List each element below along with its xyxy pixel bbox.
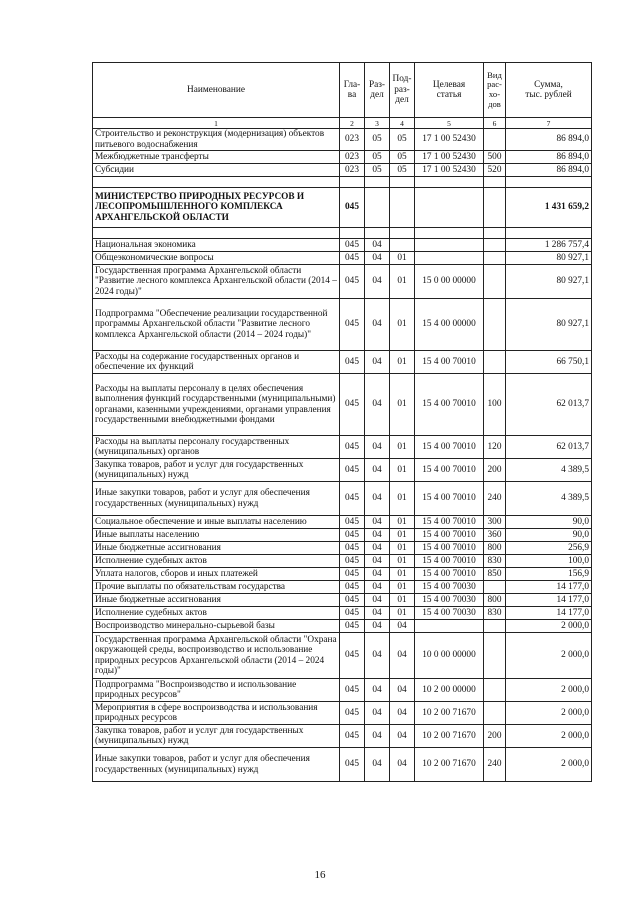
cell-sum: 2 000,0 xyxy=(506,620,592,633)
cell-sum: 2 000,0 xyxy=(506,725,592,748)
cell-target: 15 4 00 70010 xyxy=(415,568,484,581)
cell-sum xyxy=(506,228,592,239)
cell-vid xyxy=(484,620,506,633)
cell-glava: 023 xyxy=(340,129,365,151)
cell-target: 17 1 00 52430 xyxy=(415,164,484,177)
cell-podrazdel xyxy=(390,177,415,188)
cell-glava: 045 xyxy=(340,351,365,374)
cell-glava: 045 xyxy=(340,594,365,607)
cell-sum: 80 927,1 xyxy=(506,265,592,299)
cell-sum: 1 286 757,4 xyxy=(506,239,592,252)
table-row xyxy=(93,594,592,607)
table-row xyxy=(93,188,592,228)
header-name-text: Наименование xyxy=(187,84,245,95)
cell-razdel: 05 xyxy=(365,164,390,177)
cell-name: Государственная программа Архангельской области "Развитие лесного комплекса Архангельской области (2014 – 2024 годы)" xyxy=(93,265,340,299)
table-row xyxy=(93,633,592,679)
table-row xyxy=(93,568,592,581)
cell-razdel: 04 xyxy=(365,239,390,252)
cell-name: Уплата налогов, сборов и иных платежей xyxy=(93,568,340,581)
cell-target: 10 2 00 71670 xyxy=(415,725,484,748)
table-row xyxy=(93,436,592,459)
cell-target: 15 4 00 70010 xyxy=(415,516,484,529)
cell-sum: 2 000,0 xyxy=(506,633,592,679)
table-row xyxy=(93,607,592,620)
cell-glava: 045 xyxy=(340,239,365,252)
cell-target: 15 4 00 70010 xyxy=(415,542,484,555)
cell-podrazdel: 01 xyxy=(390,459,415,482)
cell-razdel: 04 xyxy=(365,299,390,351)
cell-target: 15 4 00 70010 xyxy=(415,436,484,459)
cell-name: Прочие выплаты по обязательствам государства xyxy=(93,581,340,594)
cell-target xyxy=(415,239,484,252)
cell-sum: 66 750,1 xyxy=(506,351,592,374)
cell-razdel: 05 xyxy=(365,151,390,164)
cell-glava: 045 xyxy=(340,725,365,748)
table-row xyxy=(93,542,592,555)
cell-glava: 045 xyxy=(340,516,365,529)
cell-sum: 90,0 xyxy=(506,529,592,542)
cell-vid: 800 xyxy=(484,542,506,555)
cell-vid: 830 xyxy=(484,555,506,568)
cell-podrazdel: 01 xyxy=(390,568,415,581)
cell-razdel: 04 xyxy=(365,542,390,555)
cell-razdel: 04 xyxy=(365,252,390,265)
table-row xyxy=(93,581,592,594)
cell-sum: 100,0 xyxy=(506,555,592,568)
table-body xyxy=(93,129,592,782)
header-sum: Сумма, тыс. рублей xyxy=(506,63,592,118)
cell-vid: 800 xyxy=(484,594,506,607)
cell-glava: 045 xyxy=(340,252,365,265)
table-row xyxy=(93,151,592,164)
cell-podrazdel: 01 xyxy=(390,351,415,374)
table-row xyxy=(93,748,592,782)
cell-sum: 86 894,0 xyxy=(506,164,592,177)
cell-name: Мероприятия в сфере воспроизводства и использования природных ресурсов xyxy=(93,702,340,725)
cell-razdel: 04 xyxy=(365,725,390,748)
cell-sum: 4 389,5 xyxy=(506,459,592,482)
cell-sum: 14 177,0 xyxy=(506,594,592,607)
cell-podrazdel: 01 xyxy=(390,516,415,529)
cell-razdel: 04 xyxy=(365,594,390,607)
cell-name: Субсидии xyxy=(93,164,340,177)
cell-target: 10 2 00 00000 xyxy=(415,679,484,702)
cell-target xyxy=(415,228,484,239)
cell-razdel: 04 xyxy=(365,568,390,581)
cell-vid xyxy=(484,702,506,725)
cell-glava: 045 xyxy=(340,702,365,725)
table-row xyxy=(93,620,592,633)
cell-vid: 200 xyxy=(484,725,506,748)
empty-row xyxy=(93,177,592,188)
table-row xyxy=(93,725,592,748)
cell-vid: 240 xyxy=(484,482,506,516)
cell-razdel: 04 xyxy=(365,436,390,459)
cell-vid xyxy=(484,581,506,594)
cell-podrazdel: 01 xyxy=(390,482,415,516)
cell-glava xyxy=(340,228,365,239)
cell-sum: 80 927,1 xyxy=(506,252,592,265)
cell-glava: 045 xyxy=(340,265,365,299)
header-name xyxy=(93,63,340,118)
cell-name: Подпрограмма "Воспроизводство и использование природных ресурсов" xyxy=(93,679,340,702)
cell-glava: 045 xyxy=(340,607,365,620)
cell-podrazdel: 01 xyxy=(390,436,415,459)
header-glava: Гла- ва xyxy=(340,63,365,118)
table-row xyxy=(93,299,592,351)
table-row xyxy=(93,239,592,252)
header-podrazdel: Под- раз- дел xyxy=(390,63,415,118)
cell-target: 10 2 00 71670 xyxy=(415,702,484,725)
cell-razdel: 04 xyxy=(365,620,390,633)
cell-razdel: 04 xyxy=(365,482,390,516)
cell-podrazdel: 01 xyxy=(390,374,415,436)
cell-target: 15 4 00 70030 xyxy=(415,594,484,607)
cell-razdel: 04 xyxy=(365,529,390,542)
cell-glava: 045 xyxy=(340,436,365,459)
cell-target: 15 4 00 70030 xyxy=(415,607,484,620)
cell-target: 10 0 00 00000 xyxy=(415,633,484,679)
cell-vid: 850 xyxy=(484,568,506,581)
cell-name: Расходы на выплаты персоналу в целях обеспечения выполнения функций государственными (муниципальными) органами, казенными учреждениями, органами управления государственными внебюджетными фондами xyxy=(93,374,340,436)
cell-podrazdel: 01 xyxy=(390,299,415,351)
cell-name: Закупка товаров, работ и услуг для государственных (муниципальных) нужд xyxy=(93,459,340,482)
column-number: 6 xyxy=(484,118,506,129)
cell-vid xyxy=(484,351,506,374)
cell-podrazdel: 01 xyxy=(390,529,415,542)
cell-target: 10 2 00 71670 xyxy=(415,748,484,782)
cell-glava: 045 xyxy=(340,299,365,351)
cell-target: 17 1 00 52430 xyxy=(415,151,484,164)
cell-name: Расходы на выплаты персоналу государственных (муниципальных) органов xyxy=(93,436,340,459)
cell-glava: 045 xyxy=(340,568,365,581)
cell-sum: 80 927,1 xyxy=(506,299,592,351)
cell-glava: 045 xyxy=(340,482,365,516)
cell-vid xyxy=(484,265,506,299)
cell-vid xyxy=(484,299,506,351)
cell-glava: 045 xyxy=(340,679,365,702)
cell-sum: 2 000,0 xyxy=(506,702,592,725)
cell-sum: 90,0 xyxy=(506,516,592,529)
cell-glava: 045 xyxy=(340,529,365,542)
cell-razdel: 04 xyxy=(365,607,390,620)
cell-podrazdel: 01 xyxy=(390,555,415,568)
cell-name: Общеэкономические вопросы xyxy=(93,252,340,265)
cell-podrazdel: 04 xyxy=(390,725,415,748)
cell-vid xyxy=(484,177,506,188)
column-number: 1 xyxy=(93,118,340,129)
cell-vid: 830 xyxy=(484,607,506,620)
cell-podrazdel: 04 xyxy=(390,633,415,679)
cell-vid xyxy=(484,239,506,252)
cell-sum: 156,9 xyxy=(506,568,592,581)
cell-sum: 14 177,0 xyxy=(506,581,592,594)
cell-podrazdel: 01 xyxy=(390,581,415,594)
cell-name: Исполнение судебных актов xyxy=(93,607,340,620)
column-number-row xyxy=(93,118,592,129)
cell-target: 15 0 00 00000 xyxy=(415,265,484,299)
cell-vid xyxy=(484,679,506,702)
cell-target: 15 4 00 00000 xyxy=(415,299,484,351)
cell-vid: 200 xyxy=(484,459,506,482)
budget-table xyxy=(92,62,592,782)
cell-podrazdel: 01 xyxy=(390,542,415,555)
cell-name: Исполнение судебных актов xyxy=(93,555,340,568)
cell-vid: 120 xyxy=(484,436,506,459)
cell-name: Иные закупки товаров, работ и услуг для обеспечения государственных (муниципальных) нужд xyxy=(93,748,340,782)
cell-glava: 045 xyxy=(340,748,365,782)
cell-name: Расходы на содержание государственных органов и обеспечение их функций xyxy=(93,351,340,374)
cell-target xyxy=(415,188,484,228)
cell-podrazdel: 01 xyxy=(390,607,415,620)
column-number: 4 xyxy=(390,118,415,129)
cell-vid: 500 xyxy=(484,151,506,164)
page-number: 16 xyxy=(314,869,326,881)
cell-razdel xyxy=(365,177,390,188)
cell-vid: 520 xyxy=(484,164,506,177)
table-row xyxy=(93,129,592,151)
cell-razdel: 04 xyxy=(365,555,390,568)
cell-sum: 2 000,0 xyxy=(506,748,592,782)
header-vid: Вид рас- хо- дов xyxy=(484,63,506,118)
cell-podrazdel: 05 xyxy=(390,129,415,151)
column-number: 3 xyxy=(365,118,390,129)
cell-vid: 240 xyxy=(484,748,506,782)
cell-razdel xyxy=(365,188,390,228)
cell-razdel: 05 xyxy=(365,129,390,151)
cell-razdel: 04 xyxy=(365,351,390,374)
cell-name: Закупка товаров, работ и услуг для государственных (муниципальных) нужд xyxy=(93,725,340,748)
table-row xyxy=(93,516,592,529)
column-number: 2 xyxy=(340,118,365,129)
cell-sum: 62 013,7 xyxy=(506,374,592,436)
cell-glava: 045 xyxy=(340,459,365,482)
cell-glava: 023 xyxy=(340,151,365,164)
header-target: Целевая статья xyxy=(415,63,484,118)
cell-glava: 045 xyxy=(340,555,365,568)
cell-razdel: 04 xyxy=(365,459,390,482)
cell-podrazdel: 04 xyxy=(390,679,415,702)
cell-glava: 045 xyxy=(340,620,365,633)
empty-row xyxy=(93,228,592,239)
table-row xyxy=(93,252,592,265)
cell-razdel: 04 xyxy=(365,748,390,782)
table-row xyxy=(93,482,592,516)
cell-target xyxy=(415,177,484,188)
cell-target: 17 1 00 52430 xyxy=(415,129,484,151)
cell-vid xyxy=(484,129,506,151)
cell-target: 15 4 00 70010 xyxy=(415,459,484,482)
cell-podrazdel: 04 xyxy=(390,620,415,633)
cell-target xyxy=(415,252,484,265)
cell-razdel: 04 xyxy=(365,679,390,702)
cell-sum xyxy=(506,177,592,188)
cell-podrazdel: 05 xyxy=(390,151,415,164)
cell-name: Иные выплаты населению xyxy=(93,529,340,542)
cell-glava: 045 xyxy=(340,542,365,555)
table-row xyxy=(93,374,592,436)
cell-vid xyxy=(484,633,506,679)
table-row xyxy=(93,164,592,177)
cell-sum: 2 000,0 xyxy=(506,679,592,702)
table-row xyxy=(93,555,592,568)
cell-sum: 256,9 xyxy=(506,542,592,555)
table-row xyxy=(93,529,592,542)
cell-podrazdel: 05 xyxy=(390,164,415,177)
cell-name: Подпрограмма "Обеспечение реализации государственной программы Архангельской области "Развитие лесного комплекса Архангельской области (2014 – 2024 годы)" xyxy=(93,299,340,351)
cell-razdel: 04 xyxy=(365,581,390,594)
column-number: 7 xyxy=(506,118,592,129)
cell-name: Иные закупки товаров, работ и услуг для обеспечения государственных (муниципальных) нужд xyxy=(93,482,340,516)
cell-glava: 045 xyxy=(340,581,365,594)
cell-vid: 100 xyxy=(484,374,506,436)
cell-podrazdel xyxy=(390,228,415,239)
table-header xyxy=(93,63,592,129)
cell-podrazdel: 01 xyxy=(390,265,415,299)
cell-name: Строительство и реконструкция (модернизация) объектов питьевого водоснабжения xyxy=(93,129,340,151)
cell-target: 15 4 00 70010 xyxy=(415,555,484,568)
table-row xyxy=(93,459,592,482)
cell-vid xyxy=(484,228,506,239)
cell-name: МИНИСТЕРСТВО ПРИРОДНЫХ РЕСУРСОВ И ЛЕСОПРОМЫШЛЕННОГО КОМПЛЕКСА АРХАНГЕЛЬСКОЙ ОБЛАСТИ xyxy=(93,188,340,228)
header-razdel: Раз- дел xyxy=(365,63,390,118)
cell-glava: 023 xyxy=(340,164,365,177)
cell-sum: 62 013,7 xyxy=(506,436,592,459)
cell-name: Воспроизводство минерально-сырьевой базы xyxy=(93,620,340,633)
cell-razdel: 04 xyxy=(365,633,390,679)
cell-glava xyxy=(340,177,365,188)
cell-glava: 045 xyxy=(340,188,365,228)
cell-target: 15 4 00 70010 xyxy=(415,351,484,374)
cell-name xyxy=(93,228,340,239)
cell-razdel xyxy=(365,228,390,239)
cell-vid: 360 xyxy=(484,529,506,542)
cell-sum: 86 894,0 xyxy=(506,129,592,151)
cell-sum: 1 431 659,2 xyxy=(506,188,592,228)
cell-target: 15 4 00 70010 xyxy=(415,529,484,542)
cell-vid xyxy=(484,188,506,228)
cell-podrazdel: 04 xyxy=(390,748,415,782)
cell-name: Иные бюджетные ассигнования xyxy=(93,594,340,607)
cell-target: 15 4 00 70030 xyxy=(415,581,484,594)
cell-name: Государственная программа Архангельской области "Охрана окружающей среды, воспроизводство и использование природных ресурсов Архангельской области (2014 – 2024 годы)" xyxy=(93,633,340,679)
cell-name: Социальное обеспечение и иные выплаты населению xyxy=(93,516,340,529)
cell-name: Иные бюджетные ассигнования xyxy=(93,542,340,555)
cell-vid: 300 xyxy=(484,516,506,529)
table-row xyxy=(93,265,592,299)
cell-razdel: 04 xyxy=(365,702,390,725)
cell-target: 15 4 00 70010 xyxy=(415,374,484,436)
cell-name: Межбюджетные трансферты xyxy=(93,151,340,164)
column-number: 5 xyxy=(415,118,484,129)
cell-podrazdel: 01 xyxy=(390,252,415,265)
cell-podrazdel: 04 xyxy=(390,702,415,725)
table-row xyxy=(93,679,592,702)
cell-name xyxy=(93,177,340,188)
table-row xyxy=(93,702,592,725)
cell-glava: 045 xyxy=(340,633,365,679)
cell-podrazdel: 01 xyxy=(390,594,415,607)
cell-name: Национальная экономика xyxy=(93,239,340,252)
cell-vid xyxy=(484,252,506,265)
cell-sum: 86 894,0 xyxy=(506,151,592,164)
cell-podrazdel xyxy=(390,188,415,228)
cell-sum: 4 389,5 xyxy=(506,482,592,516)
cell-target: 15 4 00 70010 xyxy=(415,482,484,516)
cell-podrazdel xyxy=(390,239,415,252)
cell-sum: 14 177,0 xyxy=(506,607,592,620)
cell-razdel: 04 xyxy=(365,516,390,529)
table-row xyxy=(93,351,592,374)
cell-razdel: 04 xyxy=(365,265,390,299)
cell-glava: 045 xyxy=(340,374,365,436)
cell-razdel: 04 xyxy=(365,374,390,436)
cell-target xyxy=(415,620,484,633)
